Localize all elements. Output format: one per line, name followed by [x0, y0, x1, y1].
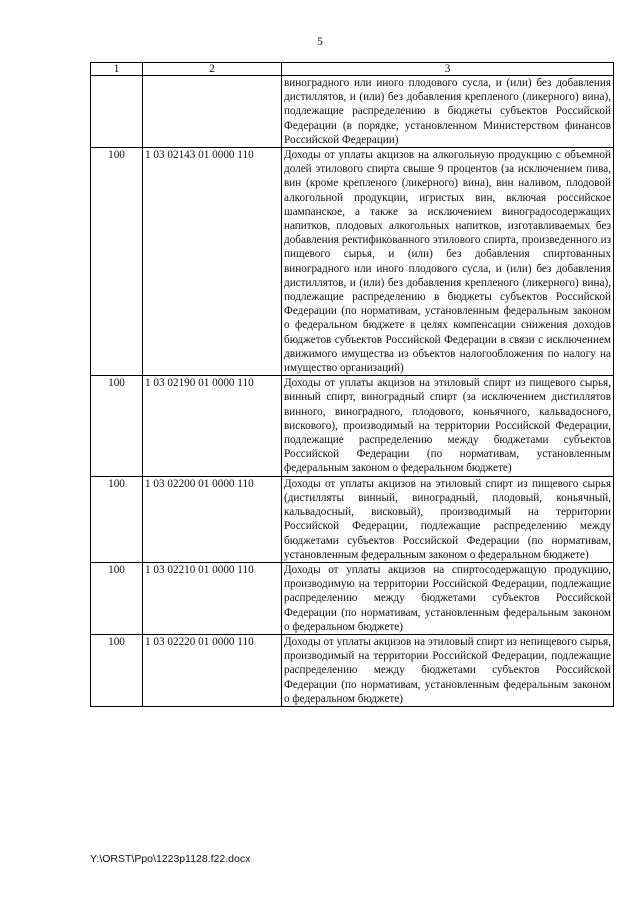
description-cell: виноградного или иного плодового сусла, и (или) без добавления дистиллятов, и (или) без добавления крепленого (ликерного) вина), подлежащие распределению в бюджеты субъектов Российской Федерации (в порядке, установленном Министерством финансов Российской Федерации)	[282, 76, 614, 148]
file-path-footer: Y:\ORST\Ppo\1223p1128.f22.docx	[90, 853, 251, 865]
admin-code-cell: 100	[91, 376, 143, 476]
admin-code-cell: 100	[91, 562, 143, 634]
column-header-2: 2	[143, 63, 282, 76]
description-cell: Доходы от уплаты акцизов на спиртосодержащую продукцию, производимую на территории Российской Федерации, подлежащие распределению между бюджетами субъектов Российской Федерации (по нормативам, установленным федеральным законом о федеральном бюджете)	[282, 562, 614, 634]
admin-code-cell: 100	[91, 148, 143, 376]
description-cell: Доходы от уплаты акцизов на этиловый спирт из непищевого сырья, производимый на территории Российской Федерации, подлежащие распределению между бюджетами субъектов Российской Федерации (по нормативам, установленным федеральным законом о федеральном бюджете)	[282, 634, 614, 706]
admin-code-cell: 100	[91, 634, 143, 706]
admin-code-cell: 100	[91, 476, 143, 562]
table-row	[91, 634, 614, 706]
kbk-code-cell	[143, 76, 282, 148]
admin-code-cell	[91, 76, 143, 148]
description-cell: Доходы от уплаты акцизов на алкогольную продукцию с объемной долей этилового спирта свыше 9 процентов (за исключением пива, вин (кроме крепленого (ликерного) вина), вин наливом, плодовой алкогольной продукции, игристых вин, включая российское шампанское, а также за исключением виноградосодержащих напитков, плодовых алкогольных напитков, изготавливаемых без добавления ректификованного этилового спирта, произведенного из пищевого сырья, и (или) без добавления спиртованных виноградного или иного плодового сусла, и (или) без добавления дистиллятов, и (или) без добавления крепленого (ликерного) вина), подлежащие распределению в бюджеты субъектов Российской Федерации (по нормативам, установленным федеральным законом о федеральном бюджете в целях компенсации снижения доходов бюджетов субъектов Российской Федерации в связи с исключением движимого имущества из объектов налогообложения по налогу на имущество организаций)	[282, 148, 614, 376]
page-number: 5	[317, 36, 323, 48]
kbk-code-cell: 1 03 02200 01 0000 110	[143, 476, 282, 562]
kbk-code-cell: 1 03 02220 01 0000 110	[143, 634, 282, 706]
kbk-code-cell: 1 03 02190 01 0000 110	[143, 376, 282, 476]
kbk-code-cell: 1 03 02143 01 0000 110	[143, 148, 282, 376]
description-cell: Доходы от уплаты акцизов на этиловый спирт из пищевого сырья, винный спирт, виноградный спирт (за исключением дистиллятов винного, виноградного, плодового, коньячного, кальвадосного, вискового), производимый на территории Российской Федерации, подлежащие распределению между бюджетами субъектов Российской Федерации (по нормативам, установленным федеральным законом о федеральном бюджете)	[282, 376, 614, 476]
revenue-codes-table	[90, 62, 614, 707]
column-header-3: 3	[282, 63, 614, 76]
table-header-row	[91, 63, 614, 76]
table-row	[91, 376, 614, 476]
table-row	[91, 562, 614, 634]
table-row	[91, 76, 614, 148]
table-row	[91, 476, 614, 562]
table-row	[91, 148, 614, 376]
description-cell: Доходы от уплаты акцизов на этиловый спирт из пищевого сырья (дистилляты винный, виноградный, плодовый, коньячный, кальвадосный, висковый), производимый на территории Российской Федерации, подлежащие распределению между бюджетами субъектов Российской Федерации (по нормативам, установленным федеральным законом о федеральном бюджете)	[282, 476, 614, 562]
column-header-1: 1	[91, 63, 143, 76]
kbk-code-cell: 1 03 02210 01 0000 110	[143, 562, 282, 634]
